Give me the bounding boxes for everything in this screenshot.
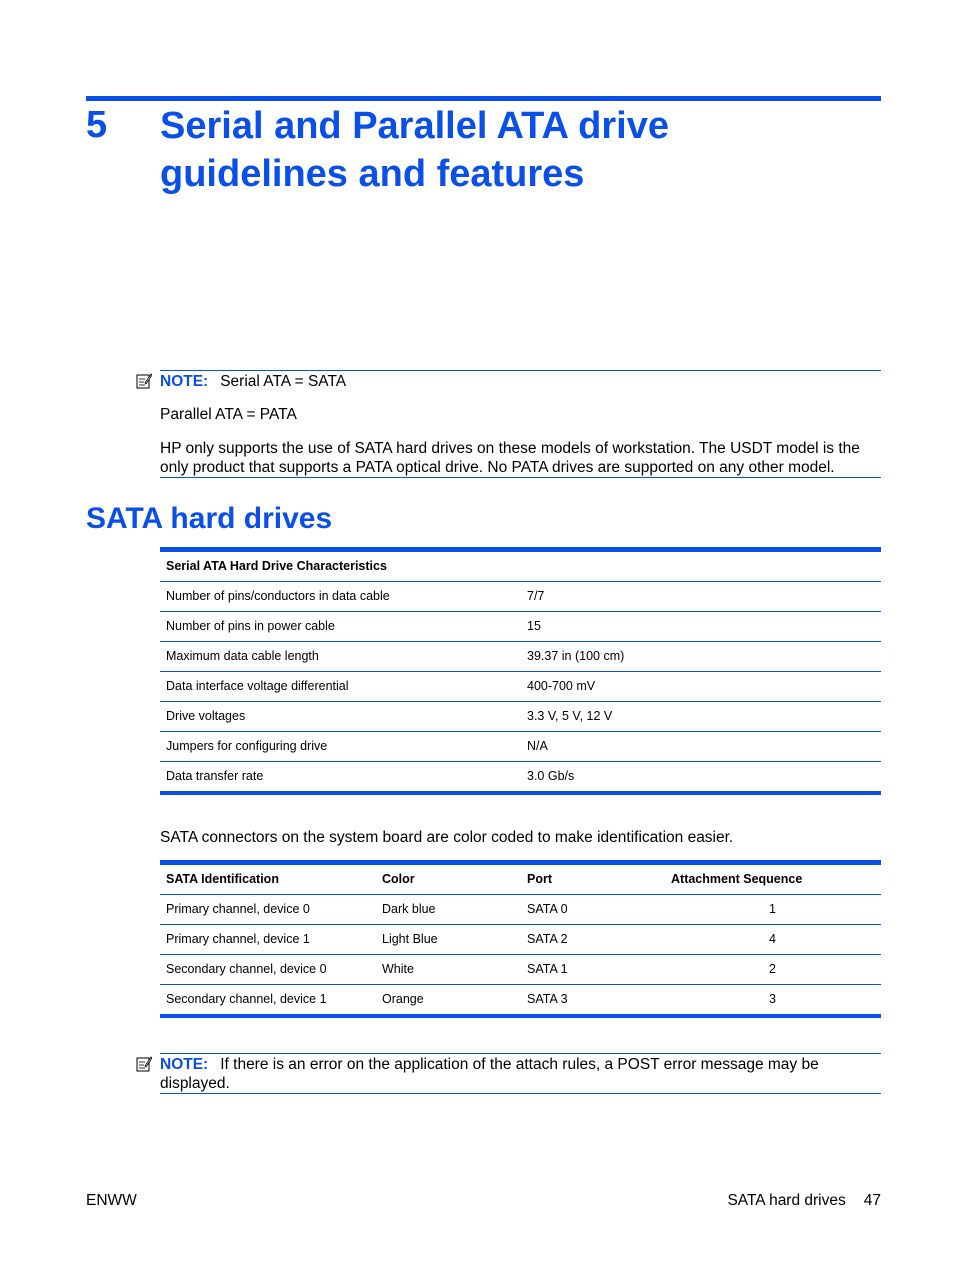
table-row [160, 612, 881, 642]
table-header: Serial ATA Hard Drive Characteristics [166, 559, 387, 573]
attachment-sequence-cell: 2 [769, 962, 776, 976]
note-text-line-1: Serial ATA = SATA [220, 373, 347, 390]
page-number: 47 [863, 1192, 881, 1209]
table-row [160, 895, 881, 925]
attachment-sequence-cell: 4 [769, 932, 776, 946]
table-row [160, 702, 881, 732]
characteristic-name: Number of pins/conductors in data cable [166, 589, 390, 603]
color-cell: White [382, 962, 414, 976]
column-header: SATA Identification [166, 872, 279, 886]
table-row [160, 925, 881, 955]
column-header: Port [527, 872, 552, 886]
characteristic-value: 3.0 Gb/s [527, 769, 575, 783]
drive-characteristics-table [160, 547, 881, 795]
sata-identification-cell: Secondary channel, device 1 [166, 992, 327, 1006]
characteristic-value: N/A [527, 739, 548, 753]
characteristic-name: Number of pins in power cable [166, 619, 335, 633]
note-text-line-2: Parallel ATA = PATA [160, 406, 297, 423]
characteristic-value: 15 [527, 619, 541, 633]
note-label: NOTE: [160, 373, 209, 390]
sata-identification-cell: Secondary channel, device 0 [166, 962, 327, 976]
table-row [160, 985, 881, 1014]
characteristic-name: Drive voltages [166, 709, 246, 723]
table-row [160, 762, 881, 791]
characteristic-value: 400-700 mV [527, 679, 596, 693]
color-cell: Light Blue [382, 932, 438, 946]
chapter-number: 5 [86, 104, 108, 146]
port-cell: SATA 1 [527, 962, 568, 976]
table-row [160, 642, 881, 672]
note-pencil-icon [136, 373, 152, 389]
attachment-sequence-cell: 1 [769, 902, 776, 916]
characteristic-value: 39.37 in (100 cm) [527, 649, 625, 663]
note-block-1 [160, 370, 881, 478]
table-row [160, 672, 881, 702]
note-text: If there is an error on the application of the attach rules, a POST error message may be displayed. [160, 1056, 819, 1092]
table-row [160, 582, 881, 612]
column-header: Color [382, 872, 415, 886]
color-coded-paragraph: SATA connectors on the system board are color coded to make identification easier. [160, 829, 734, 846]
chapter-title: Serial and Parallel ATA drive guidelines and features [160, 105, 669, 195]
color-cell: Orange [382, 992, 424, 1006]
port-cell: SATA 3 [527, 992, 568, 1006]
note-label: NOTE: [160, 1056, 209, 1073]
table-row [160, 732, 881, 762]
characteristic-name: Data transfer rate [166, 769, 264, 783]
column-header: Attachment Sequence [671, 872, 803, 886]
sata-identification-table [160, 860, 881, 1018]
port-cell: SATA 2 [527, 932, 568, 946]
sata-identification-cell: Primary channel, device 0 [166, 902, 310, 916]
note-pencil-icon [136, 1056, 152, 1072]
characteristic-name: Maximum data cable length [166, 649, 319, 663]
color-cell: Dark blue [382, 902, 436, 916]
note-text-line-3: HP only supports the use of SATA hard drives on these models of workstation. The USDT model is the only product that supports a PATA optical drive. No PATA drives are supported on any other model. [160, 440, 860, 476]
footer-left: ENWW [86, 1192, 137, 1209]
characteristic-value: 3.3 V, 5 V, 12 V [527, 709, 613, 723]
footer-section: SATA hard drives [727, 1192, 846, 1209]
characteristic-value: 7/7 [527, 589, 545, 603]
port-cell: SATA 0 [527, 902, 568, 916]
note-block-2 [160, 1053, 881, 1094]
sata-identification-cell: Primary channel, device 1 [166, 932, 310, 946]
chapter-rule [86, 96, 881, 101]
characteristic-name: Jumpers for configuring drive [166, 739, 328, 753]
table-header-row [160, 865, 881, 895]
table-header-row [160, 552, 881, 582]
section-title: SATA hard drives [86, 502, 333, 535]
footer-right [727, 1192, 881, 1210]
characteristic-name: Data interface voltage differential [166, 679, 349, 693]
attachment-sequence-cell: 3 [769, 992, 776, 1006]
table-row [160, 955, 881, 985]
